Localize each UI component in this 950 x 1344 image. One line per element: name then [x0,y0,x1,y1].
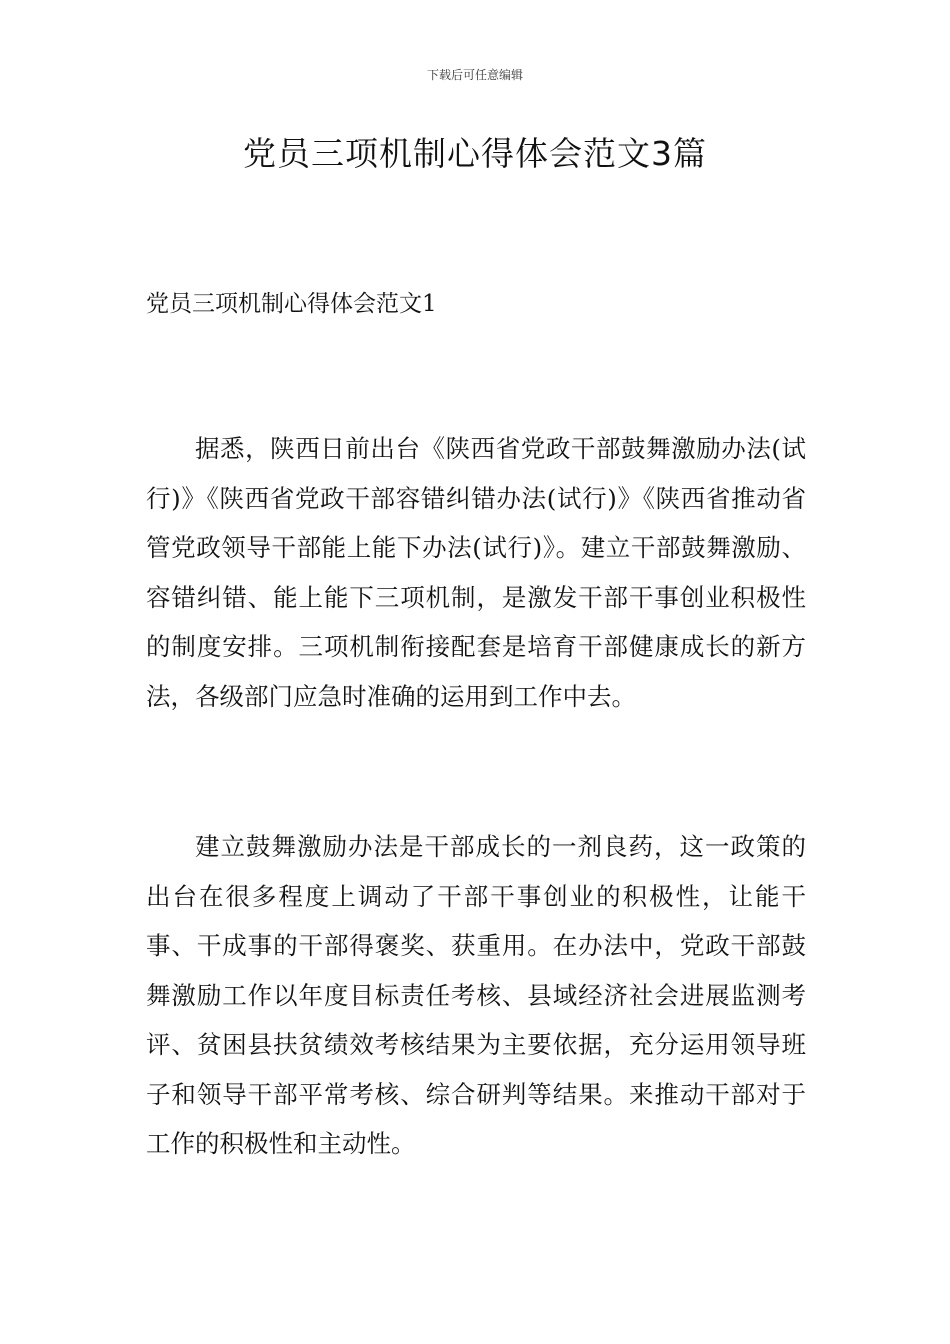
document-title: 党员三项机制心得体会范文3篇 [243,134,707,173]
section-heading: 党员三项机制心得体会范文1 [146,291,437,317]
body-paragraph-1: 据悉，陕西日前出台《陕西省党政干部鼓舞激励办法(试行)》《陕西省党政干部容错纠错办法(试行)》《陕西省推动省管党政领导干部能上能下办法(试行)》。建立干部鼓舞激励、容错纠错、能上能下三项机制，是激发干部干事创业积极性的制度安排。三项机制衔接配套是培育干部健康成长的新方法，各级部门应急时准确的运用到工作中去。 [146,434,806,711]
header-note: 下载后可任意编辑 [426,68,523,82]
body-paragraph-2: 建立鼓舞激励办法是干部成长的一剂良药，这一政策的出台在很多程度上调动了干部干事创业的积极性，让能干事、干成事的干部得褒奖、获重用。在办法中，党政干部鼓舞激励工作以年度目标责任考核、县域经济社会进展监测考评、贫困县扶贫绩效考核结果为主要依据，充分运用领导班子和领导干部平常考核、综合研判等结果。来推动干部对于工作的积极性和主动性。 [146,832,806,1158]
